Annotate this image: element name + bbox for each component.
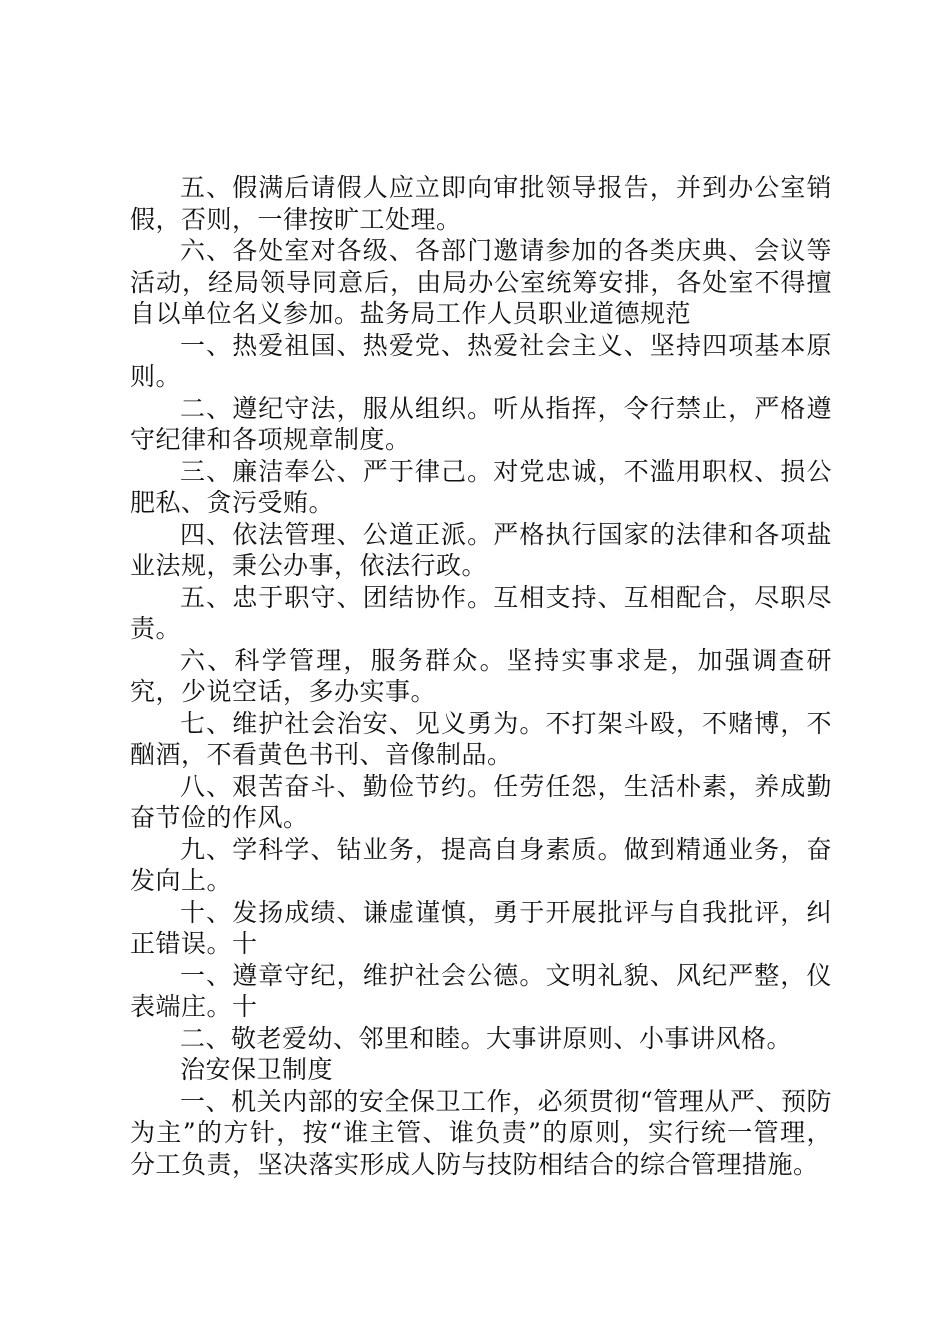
paragraph-ethics-8: 八、艰苦奋斗、勤俭节约。任劳任怨，生活朴素，养成勤奋节俭的作风。 xyxy=(130,771,832,832)
paragraph-leave-report: 五、假满后请假人应立即向审批领导报告，并到办公室销假，否则，一律按旷工处理。 xyxy=(130,173,832,234)
paragraph-ethics-2: 二、遵纪守法，服从组织。听从指挥，令行禁止，严格遵守纪律和各项规章制度。 xyxy=(130,393,832,454)
paragraph-security-1: 一、机关内部的安全保卫工作，必须贯彻“管理从严、预防为主”的方针，按“谁主管、谁负责”的原则，实行统一管理，分工负责，坚决落实形成人防与技防相结合的综合管理措施。 xyxy=(130,1086,832,1179)
paragraph-ethics-12: 二、敬老爱幼、邻里和睦。大事讲原则、小事讲风格。 xyxy=(180,1023,793,1053)
paragraph-ethics-6: 六、科学管理，服务群众。坚持实事求是，加强调查研究，少说空话，多办实事。 xyxy=(130,645,832,706)
section-title-security: 治安保卫制度 xyxy=(180,1055,334,1084)
paragraph-ethics-7: 七、维护社会治安、见义勇为。不打架斗殴，不赌博，不酗酒，不看黄色书刊、音像制品。 xyxy=(130,708,832,769)
paragraph-ethics-10: 十、发扬成绩、谦虚谨慎，勇于开展批评与自我批评，纠正错误。十 xyxy=(130,897,832,958)
paragraph-ethics-5: 五、忠于职守、团结协作。互相支持、互相配合，尽职尽责。 xyxy=(130,582,832,643)
document-body xyxy=(130,172,832,1180)
paragraph-ethics-3: 三、廉洁奉公、严于律己。对党忠诚，不滥用职权、损公肥私、贪污受贿。 xyxy=(130,456,832,517)
paragraph-event-attendance: 六、各处室对各级、各部门邀请参加的各类庆典、会议等活动，经局领导同意后，由局办公室统筹安排，各处室不得擅自以单位名义参加。盐务局工作人员职业道德规范 xyxy=(130,236,832,328)
paragraph-ethics-1: 一、热爱祖国、热爱党、热爱社会主义、坚持四项基本原则。 xyxy=(130,330,832,391)
paragraph-ethics-11: 一、遵章守纪，维护社会公德。文明礼貌、风纪严整，仪表端庄。十 xyxy=(130,960,832,1021)
paragraph-ethics-9: 九、学科学、钻业务，提高自身素质。做到精通业务，奋发向上。 xyxy=(130,834,832,895)
paragraph-ethics-4: 四、依法管理、公道正派。严格执行国家的法律和各项盐业法规，秉公办事，依法行政。 xyxy=(130,519,832,580)
